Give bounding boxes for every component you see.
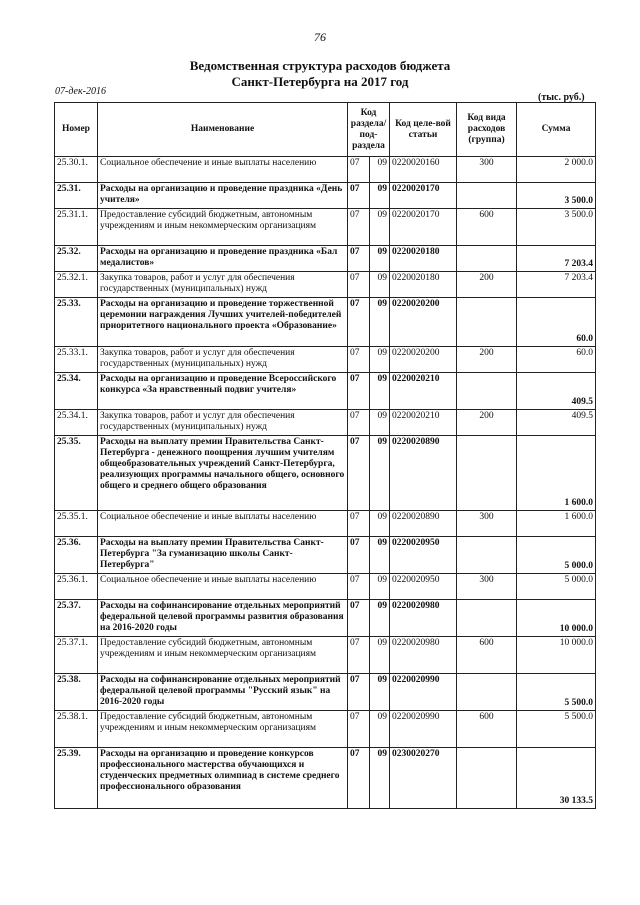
row-number: 25.32. — [55, 246, 98, 272]
table-row — [55, 183, 596, 209]
row-name: Предоставление субсидий бюджетным, автономным учреждениям и иным некоммерческим организациям — [98, 711, 348, 748]
row-group-code: 200 — [457, 272, 517, 298]
row-group-code: 300 — [457, 157, 517, 183]
row-section-code: 07 — [348, 183, 370, 209]
table-body — [55, 157, 596, 809]
row-article-code: 0220020890 — [390, 436, 457, 511]
table-row — [55, 373, 596, 410]
row-number: 25.32.1. — [55, 272, 98, 298]
row-article-code: 0220020210 — [390, 373, 457, 410]
row-subsection-code: 09 — [370, 600, 390, 637]
row-subsection-code: 09 — [370, 209, 390, 246]
row-sum: 1 600.0 — [517, 436, 596, 511]
row-article-code: 0220020950 — [390, 574, 457, 600]
row-number: 25.33.1. — [55, 347, 98, 373]
table-row — [55, 347, 596, 373]
row-name: Закупка товаров, работ и услуг для обеспечения государственных (муниципальных) нужд — [98, 410, 348, 436]
row-subsection-code: 09 — [370, 373, 390, 410]
row-sum: 3 500.0 — [517, 183, 596, 209]
row-number: 25.34. — [55, 373, 98, 410]
row-article-code: 0220020990 — [390, 711, 457, 748]
row-section-code: 07 — [348, 674, 370, 711]
row-name: Расходы на организацию и проведение конкурсов профессионального мастерства обучающихся и студенческих предметных олимпиад в системе среднего профессионального образования — [98, 748, 348, 809]
header-sum: Сумма — [517, 103, 596, 157]
page-number: 76 — [314, 30, 326, 44]
table-row — [55, 298, 596, 347]
row-number: 25.35. — [55, 436, 98, 511]
table-row — [55, 436, 596, 511]
table-row — [55, 711, 596, 748]
row-article-code: 0220020980 — [390, 600, 457, 637]
row-subsection-code: 09 — [370, 347, 390, 373]
row-name: Расходы на выплату премии Правительства Санкт-Петербурга "За гуманизацию школы Санкт-Петербурга" — [98, 537, 348, 574]
row-subsection-code: 09 — [370, 537, 390, 574]
row-sum: 1 600.0 — [517, 511, 596, 537]
row-group-code: 600 — [457, 711, 517, 748]
row-name: Закупка товаров, работ и услуг для обеспечения государственных (муниципальных) нужд — [98, 272, 348, 298]
row-section-code: 07 — [348, 410, 370, 436]
table-row — [55, 637, 596, 674]
row-section-code: 07 — [348, 347, 370, 373]
table-row — [55, 246, 596, 272]
row-article-code: 0220020200 — [390, 298, 457, 347]
table-row — [55, 600, 596, 637]
row-group-code — [457, 183, 517, 209]
document-date: 07-дек-2016 — [55, 86, 106, 97]
row-group-code: 600 — [457, 637, 517, 674]
row-name: Социальное обеспечение и иные выплаты населению — [98, 574, 348, 600]
row-group-code: 300 — [457, 511, 517, 537]
table-row — [55, 410, 596, 436]
row-section-code: 07 — [348, 637, 370, 674]
row-number: 25.33. — [55, 298, 98, 347]
row-name: Социальное обеспечение и иные выплаты населению — [98, 511, 348, 537]
row-section-code: 07 — [348, 511, 370, 537]
row-number: 25.31.1. — [55, 209, 98, 246]
row-name: Расходы на софинансирование отдельных мероприятий федеральной целевой программы развития образования на 2016-2020 годы — [98, 600, 348, 637]
row-group-code — [457, 674, 517, 711]
row-article-code: 0220020160 — [390, 157, 457, 183]
row-article-code: 0220020210 — [390, 410, 457, 436]
row-section-code: 07 — [348, 711, 370, 748]
row-sum: 30 133.5 — [517, 748, 596, 809]
row-group-code — [457, 436, 517, 511]
row-sum: 60.0 — [517, 347, 596, 373]
row-number: 25.37.1. — [55, 637, 98, 674]
row-section-code: 07 — [348, 298, 370, 347]
row-article-code: 0220020980 — [390, 637, 457, 674]
units-label: (тыс. руб.) — [538, 92, 585, 103]
row-sum: 3 500.0 — [517, 209, 596, 246]
row-sum: 5 000.0 — [517, 537, 596, 574]
table-header-row — [55, 103, 596, 157]
row-article-code: 0220020170 — [390, 183, 457, 209]
row-section-code: 07 — [348, 209, 370, 246]
row-sum: 10 000.0 — [517, 637, 596, 674]
row-subsection-code: 09 — [370, 157, 390, 183]
row-group-code: 200 — [457, 410, 517, 436]
row-number: 25.37. — [55, 600, 98, 637]
row-section-code: 07 — [348, 436, 370, 511]
row-article-code: 0220020950 — [390, 537, 457, 574]
row-section-code: 07 — [348, 246, 370, 272]
row-subsection-code: 09 — [370, 637, 390, 674]
row-name: Расходы на организацию и проведение праздника «День учителя» — [98, 183, 348, 209]
row-number: 25.36. — [55, 537, 98, 574]
row-sum: 409.5 — [517, 410, 596, 436]
row-sum: 5 500.0 — [517, 674, 596, 711]
row-subsection-code: 09 — [370, 748, 390, 809]
row-sum: 60.0 — [517, 298, 596, 347]
row-sum: 5 500.0 — [517, 711, 596, 748]
row-article-code: 0220020890 — [390, 511, 457, 537]
row-article-code: 0220020180 — [390, 272, 457, 298]
row-group-code — [457, 600, 517, 637]
row-group-code: 200 — [457, 347, 517, 373]
row-section-code: 07 — [348, 272, 370, 298]
row-section-code: 07 — [348, 574, 370, 600]
row-subsection-code: 09 — [370, 674, 390, 711]
row-group-code — [457, 373, 517, 410]
header-group: Код вида расходов (группа) — [457, 103, 517, 157]
row-sum: 10 000.0 — [517, 600, 596, 637]
table-row — [55, 674, 596, 711]
row-sum: 5 000.0 — [517, 574, 596, 600]
row-subsection-code: 09 — [370, 246, 390, 272]
header-name: Наименование — [98, 103, 348, 157]
row-group-code: 300 — [457, 574, 517, 600]
table-row — [55, 272, 596, 298]
row-group-code — [457, 537, 517, 574]
row-name: Закупка товаров, работ и услуг для обеспечения государственных (муниципальных) нужд — [98, 347, 348, 373]
row-number: 25.39. — [55, 748, 98, 809]
row-group-code — [457, 298, 517, 347]
row-sum: 409.5 — [517, 373, 596, 410]
table-row — [55, 748, 596, 809]
title-line-1: Ведомственная структура расходов бюджета — [189, 58, 451, 73]
row-name: Расходы на выплату премии Правительства Санкт-Петербурга - денежного поощрения лучшим учителям общеобразовательных учреждений Санкт-Петербурга, реализующих программы начального общего, основного общего и среднего общего образования — [98, 436, 348, 511]
row-subsection-code: 09 — [370, 574, 390, 600]
row-name: Расходы на организацию и проведение торжественной церемонии награждения Лучших учителей-победителей приоритетного национального проекта «Образование» — [98, 298, 348, 347]
row-number: 25.36.1. — [55, 574, 98, 600]
header-article: Код целе-вой статьи — [390, 103, 457, 157]
row-article-code: 0230020270 — [390, 748, 457, 809]
row-name: Расходы на организацию и проведение праздника «Бал медалистов» — [98, 246, 348, 272]
row-subsection-code: 09 — [370, 298, 390, 347]
row-article-code: 0220020200 — [390, 347, 457, 373]
header-number: Номер — [55, 103, 98, 157]
row-subsection-code: 09 — [370, 410, 390, 436]
row-number: 25.34.1. — [55, 410, 98, 436]
table-row — [55, 209, 596, 246]
row-section-code: 07 — [348, 600, 370, 637]
row-name: Расходы на организацию и проведение Всероссийского конкурса «За нравственный подвиг учителя» — [98, 373, 348, 410]
table-row — [55, 511, 596, 537]
row-sum: 2 000.0 — [517, 157, 596, 183]
table-row — [55, 574, 596, 600]
row-name: Социальное обеспечение и иные выплаты населению — [98, 157, 348, 183]
row-name: Предоставление субсидий бюджетным, автономным учреждениям и иным некоммерческим организациям — [98, 209, 348, 246]
row-group-code: 600 — [457, 209, 517, 246]
row-subsection-code: 09 — [370, 183, 390, 209]
row-subsection-code: 09 — [370, 511, 390, 537]
row-section-code: 07 — [348, 537, 370, 574]
row-number: 25.35.1. — [55, 511, 98, 537]
row-number: 25.38.1. — [55, 711, 98, 748]
title-line-2: Санкт-Петербурга на 2017 год — [231, 74, 409, 89]
row-number: 25.31. — [55, 183, 98, 209]
table-row — [55, 537, 596, 574]
row-subsection-code: 09 — [370, 272, 390, 298]
row-number: 25.38. — [55, 674, 98, 711]
row-group-code — [457, 246, 517, 272]
row-article-code: 0220020990 — [390, 674, 457, 711]
row-subsection-code: 09 — [370, 436, 390, 511]
table-row — [55, 157, 596, 183]
header-section: Код раздела/ под-раздела — [348, 103, 390, 157]
row-section-code: 07 — [348, 373, 370, 410]
row-article-code: 0220020180 — [390, 246, 457, 272]
budget-table — [54, 102, 596, 809]
row-name: Расходы на софинансирование отдельных мероприятий федеральной целевой программы "Русский язык" на 2016-2020 годы — [98, 674, 348, 711]
row-group-code — [457, 748, 517, 809]
row-sum: 7 203.4 — [517, 272, 596, 298]
row-sum: 7 203.4 — [517, 246, 596, 272]
row-subsection-code: 09 — [370, 711, 390, 748]
row-number: 25.30.1. — [55, 157, 98, 183]
row-section-code: 07 — [348, 157, 370, 183]
row-article-code: 0220020170 — [390, 209, 457, 246]
row-name: Предоставление субсидий бюджетным, автономным учреждениям и иным некоммерческим организациям — [98, 637, 348, 674]
row-section-code: 07 — [348, 748, 370, 809]
